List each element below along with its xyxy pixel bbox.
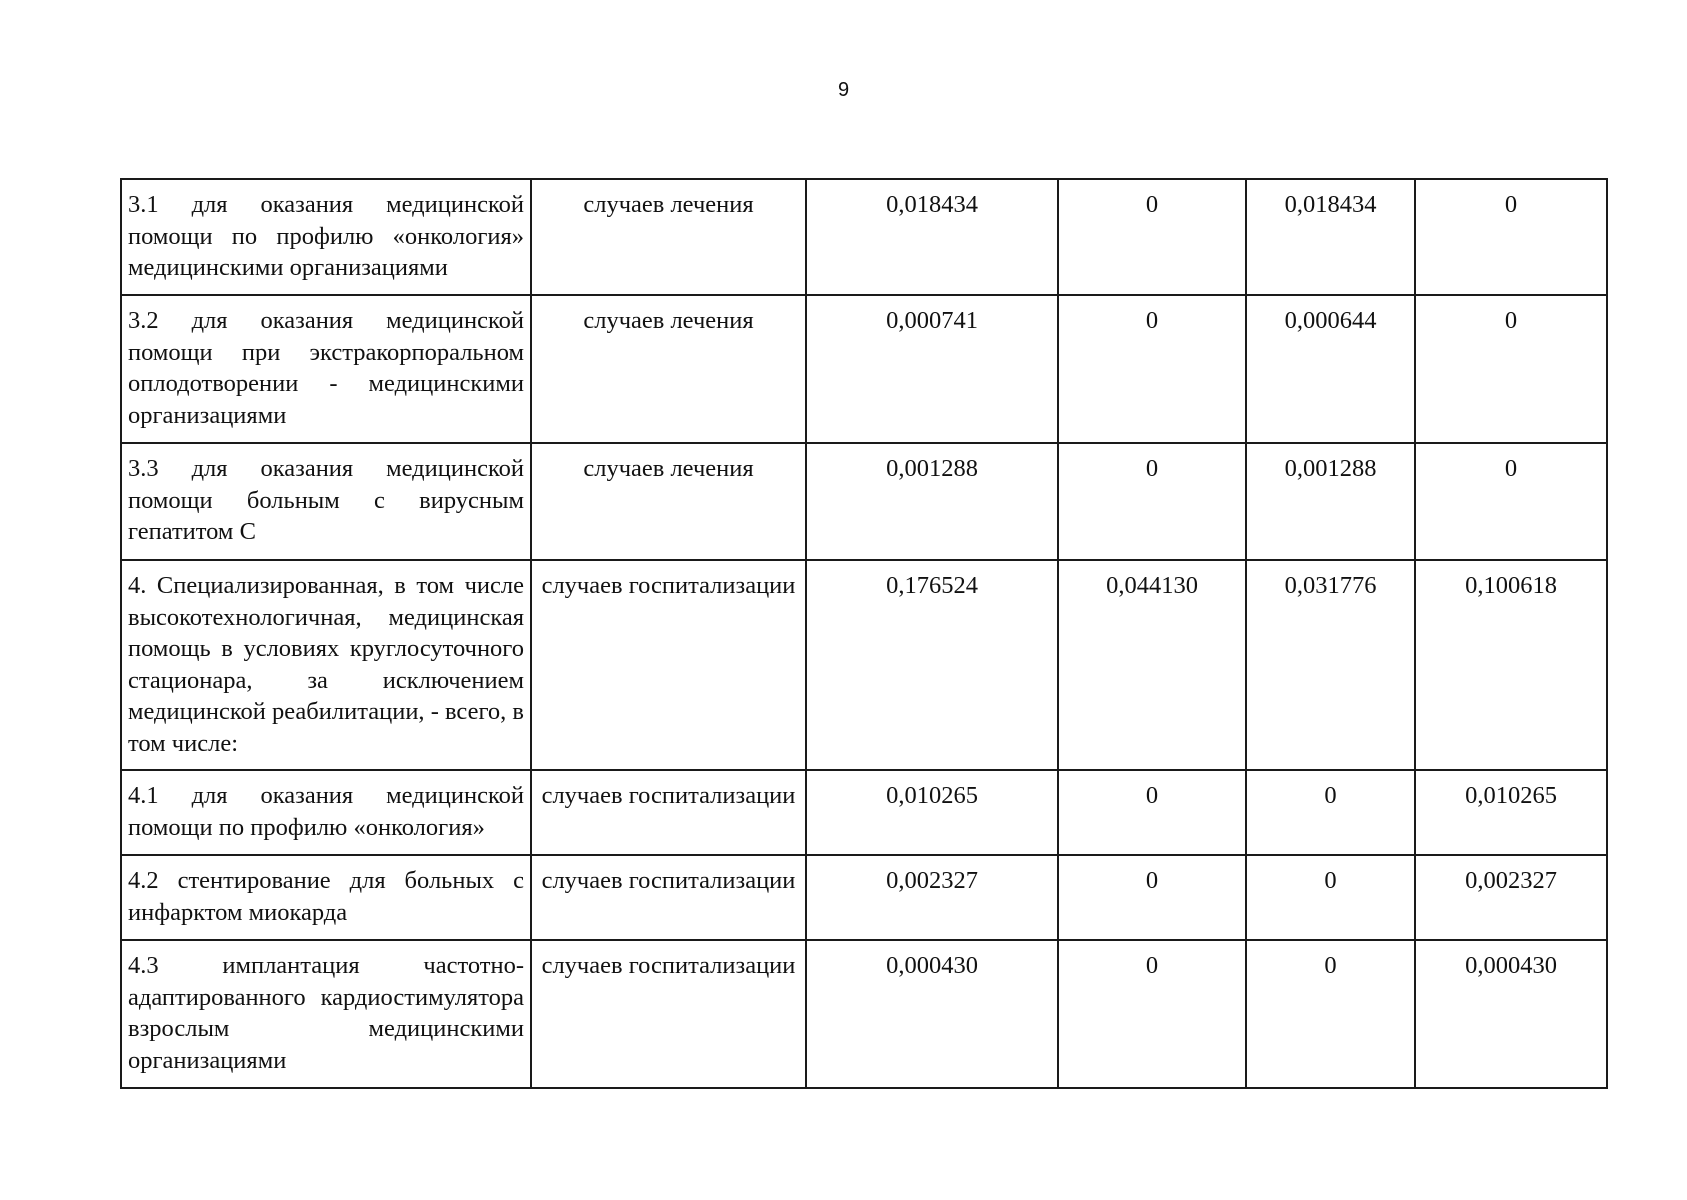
row-value-1: 0,018434 (806, 179, 1058, 295)
row-value-1: 0,002327 (806, 855, 1058, 940)
row-name: 3.3 для оказания медицинской помощи больным с вирусным гепатитом С (121, 443, 531, 560)
row-value-1: 0,000741 (806, 295, 1058, 443)
row-value-4: 0 (1415, 443, 1607, 560)
row-value-3: 0,018434 (1246, 179, 1415, 295)
row-value-2: 0 (1058, 855, 1246, 940)
row-value-4: 0,100618 (1415, 560, 1607, 770)
row-value-1: 0,010265 (806, 770, 1058, 855)
table-row (121, 560, 1607, 770)
row-value-4: 0,010265 (1415, 770, 1607, 855)
row-unit: случаев лечения (531, 443, 806, 560)
row-unit: случаев госпитализации (531, 940, 806, 1088)
table-row (121, 940, 1607, 1088)
row-unit: случаев госпитализации (531, 560, 806, 770)
row-name: 4.1 для оказания медицинской помощи по профилю «онкология» (121, 770, 531, 855)
row-value-2: 0 (1058, 295, 1246, 443)
table-row (121, 770, 1607, 855)
row-value-2: 0 (1058, 770, 1246, 855)
row-value-2: 0,044130 (1058, 560, 1246, 770)
page-number: 9 (837, 79, 850, 101)
table-row (121, 443, 1607, 560)
row-value-3: 0,031776 (1246, 560, 1415, 770)
row-value-4: 0 (1415, 179, 1607, 295)
row-value-4: 0,002327 (1415, 855, 1607, 940)
row-name: 3.1 для оказания медицинской помощи по профилю «онкология» медицинскими организациями (121, 179, 531, 295)
row-name: 3.2 для оказания медицинской помощи при экстракорпоральном оплодотворении - медицинскими организациями (121, 295, 531, 443)
row-value-3: 0,000644 (1246, 295, 1415, 443)
row-value-2: 0 (1058, 940, 1246, 1088)
row-value-3: 0 (1246, 940, 1415, 1088)
row-value-1: 0,176524 (806, 560, 1058, 770)
row-unit: случаев госпитализации (531, 770, 806, 855)
row-value-1: 0,001288 (806, 443, 1058, 560)
row-unit: случаев лечения (531, 295, 806, 443)
row-value-3: 0 (1246, 855, 1415, 940)
row-unit: случаев лечения (531, 179, 806, 295)
row-value-4: 0,000430 (1415, 940, 1607, 1088)
row-value-1: 0,000430 (806, 940, 1058, 1088)
row-unit: случаев госпитализации (531, 855, 806, 940)
row-value-3: 0 (1246, 770, 1415, 855)
row-value-2: 0 (1058, 179, 1246, 295)
row-name: 4.3 имплантация частотно-адаптированного кардиостимулятора взрослым медицинскими организациями (121, 940, 531, 1088)
row-value-4: 0 (1415, 295, 1607, 443)
table-row (121, 179, 1607, 295)
row-name: 4. Специализированная, в том числе высокотехнологичная, медицинская помощь в условиях круглосуточного стационара, за исключением медицинской реабилитации, - всего, в том числе: (121, 560, 531, 770)
row-value-3: 0,001288 (1246, 443, 1415, 560)
table-row (121, 295, 1607, 443)
row-value-2: 0 (1058, 443, 1246, 560)
table-row (121, 855, 1607, 940)
data-table (120, 178, 1608, 1089)
row-name: 4.2 стентирование для больных с инфарктом миокарда (121, 855, 531, 940)
